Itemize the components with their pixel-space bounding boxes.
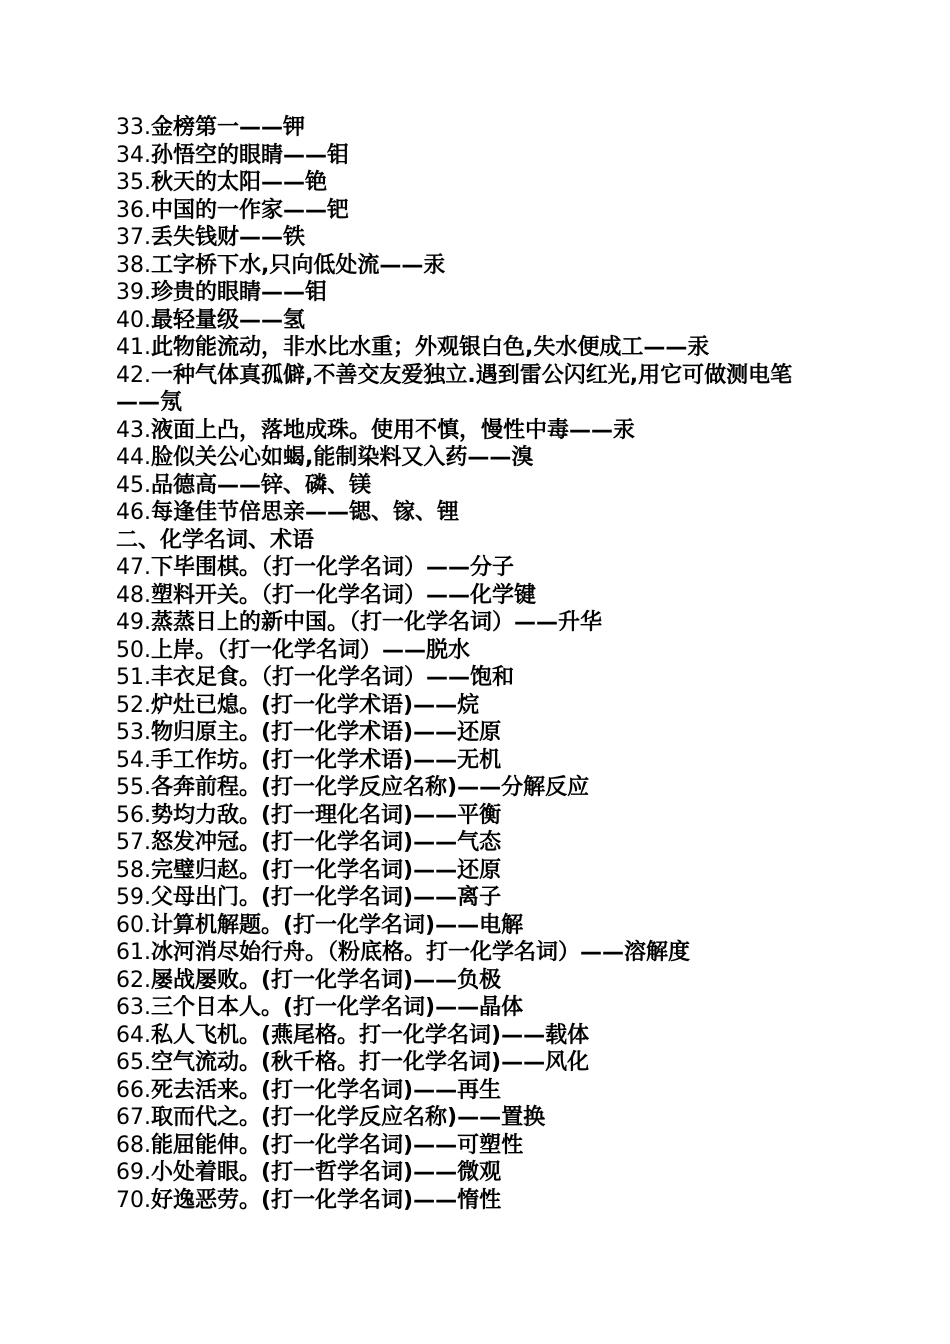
riddle-line [116, 664, 836, 692]
item-number: 68. [116, 1132, 151, 1158]
item-number: 40. [116, 307, 151, 333]
riddle-line [116, 554, 836, 582]
item-text: 物归原主。(打一化学术语)——还原 [151, 720, 502, 745]
item-text: 怒发冲冠。(打一化学名词)——气态 [151, 830, 502, 855]
item-number: 50. [116, 637, 151, 663]
section-heading [116, 527, 836, 555]
riddle-line [116, 334, 836, 362]
riddle-line [116, 609, 836, 637]
item-text: 此物能流动，非水比水重；外观银白色,失水便成工——汞 [151, 335, 710, 360]
item-text: 私人飞机。(燕尾格。打一化学名词)——载体 [151, 1022, 590, 1048]
item-text: 冰河消尽始行舟。（粉底格。打一化学名词）——溶解度 [151, 940, 691, 965]
item-number: 43. [116, 417, 151, 443]
riddle-line [116, 1187, 836, 1215]
item-text: 计算机解题。(打一化学名词)——电解 [151, 912, 524, 938]
riddle-line [116, 857, 836, 885]
item-text: 秋天的太阳——铯 [151, 170, 328, 195]
item-number: 49. [116, 610, 151, 635]
item-text: 金榜第一——钾 [151, 115, 306, 140]
riddle-line [116, 1104, 836, 1132]
item-number: 60. [116, 912, 151, 938]
item-text: 死去活来。(打一化学名词)——再生 [151, 1077, 502, 1103]
item-number: 44. [116, 445, 151, 470]
riddle-line [116, 197, 836, 225]
riddle-line [116, 747, 836, 775]
item-text: 脸似关公心如蝎,能制染料又入药——溴 [151, 445, 534, 470]
item-text: 父母出门。(打一化学名词)——离子 [151, 885, 502, 910]
item-text: 手工作坊。(打一化学术语)——无机 [151, 747, 502, 773]
riddle-line [116, 114, 836, 142]
riddle-line [116, 499, 836, 527]
item-number: 46. [116, 500, 151, 525]
item-number: 51. [116, 665, 151, 690]
item-number: 63. [116, 995, 151, 1020]
item-text: 下毕围棋。（打一化学名词）——分子 [151, 555, 515, 580]
item-text: 势均力敌。(打一理化名词)——平衡 [151, 802, 502, 828]
riddle-line [116, 307, 836, 335]
riddle-line [116, 774, 836, 802]
item-number: 41. [116, 335, 151, 360]
item-number: 37. [116, 225, 151, 250]
item-text: 三个日本人。(打一化学名词)——晶体 [151, 995, 524, 1020]
item-number: 52. [116, 692, 151, 718]
item-text: 品德高——锌、磷、镁 [151, 472, 372, 498]
item-number: 61. [116, 940, 151, 965]
riddle-line [116, 142, 836, 170]
item-text: 好逸恶劳。(打一化学名词)——惰性 [151, 1187, 502, 1213]
item-text: 上岸。（打一化学名词）——脱水 [151, 637, 471, 663]
item-number: 65. [116, 1050, 151, 1075]
item-number: 64. [116, 1022, 151, 1048]
item-number: 36. [116, 197, 151, 223]
item-number: 48. [116, 582, 151, 608]
riddle-line [116, 362, 836, 417]
item-number: 70. [116, 1187, 151, 1213]
item-text: 小处着眼。(打一哲学名词)——微观 [151, 1160, 502, 1185]
riddle-line [116, 1049, 836, 1077]
item-text: 孙悟空的眼睛——钼 [151, 142, 350, 168]
riddle-line [116, 1022, 836, 1050]
riddle-line [116, 444, 836, 472]
item-number: 42. [116, 362, 151, 388]
item-number: 39. [116, 280, 151, 305]
item-text: 液面上凸，落地成珠。使用不慎，慢性中毒——汞 [151, 417, 636, 443]
riddle-line [116, 994, 836, 1022]
item-text: 取而代之。(打一化学反应名称)——置换 [151, 1105, 546, 1130]
item-text: 塑料开关。（打一化学名词）——化学键 [151, 582, 537, 608]
item-number: 59. [116, 885, 151, 910]
item-text: 一种气体真孤僻,不善交友爱独立.遇到雷公闪红光,用它可做测电笔——氖 [116, 362, 793, 415]
riddle-line [116, 884, 836, 912]
riddle-line [116, 939, 836, 967]
item-text: 最轻量级——氢 [151, 307, 306, 333]
item-text: 空气流动。(秋千格。打一化学名词)——风化 [151, 1050, 590, 1075]
item-number: 58. [116, 857, 151, 883]
item-text: 工字桥下水,只向低处流——汞 [151, 252, 446, 278]
item-number: 55. [116, 775, 151, 800]
item-number: 53. [116, 720, 151, 745]
riddle-line [116, 417, 836, 445]
item-text: 每逢佳节倍思亲——锶、镓、锂 [151, 500, 460, 525]
item-number: 66. [116, 1077, 151, 1103]
item-number: 54. [116, 747, 151, 773]
item-number: 56. [116, 802, 151, 828]
riddle-line [116, 169, 836, 197]
item-text: 珍贵的眼睛——钼 [151, 280, 328, 305]
riddle-line [116, 1159, 836, 1187]
item-number: 35. [116, 170, 151, 195]
riddle-line [116, 912, 836, 940]
item-number: 33. [116, 115, 151, 140]
item-number: 38. [116, 252, 151, 278]
item-number: 57. [116, 830, 151, 855]
item-text: 完璧归赵。(打一化学名词)——还原 [151, 857, 502, 883]
riddle-line [116, 719, 836, 747]
riddle-line [116, 1132, 836, 1160]
item-number: 69. [116, 1160, 151, 1185]
item-text: 屡战屡败。(打一化学名词)——负极 [151, 967, 502, 993]
item-text: 炉灶已熄。(打一化学术语)——烷 [151, 692, 480, 718]
item-text: 丰衣足食。（打一化学名词）——饱和 [151, 665, 515, 690]
item-text: 各奔前程。(打一化学反应名称)——分解反应 [151, 775, 590, 800]
item-text: 中国的一作家——钯 [151, 197, 350, 223]
riddle-line [116, 279, 836, 307]
riddle-line [116, 802, 836, 830]
riddle-line [116, 637, 836, 665]
item-text: 能屈能伸。(打一化学名词)——可塑性 [151, 1132, 524, 1158]
item-number: 62. [116, 967, 151, 993]
item-text: 丢失钱财——铁 [151, 225, 306, 250]
item-number: 45. [116, 472, 151, 498]
item-text: 二、化学名词、术语 [116, 527, 315, 553]
riddle-line [116, 224, 836, 252]
riddle-line [116, 829, 836, 857]
item-number: 47. [116, 555, 151, 580]
riddle-line [116, 582, 836, 610]
item-text: 蒸蒸日上的新中国。（打一化学名词）——升华 [151, 610, 603, 635]
item-number: 67. [116, 1105, 151, 1130]
document-page [116, 114, 836, 1214]
riddle-line [116, 1077, 836, 1105]
riddle-line [116, 252, 836, 280]
riddle-line [116, 967, 836, 995]
riddle-line [116, 692, 836, 720]
item-number: 34. [116, 142, 151, 168]
riddle-line [116, 472, 836, 500]
